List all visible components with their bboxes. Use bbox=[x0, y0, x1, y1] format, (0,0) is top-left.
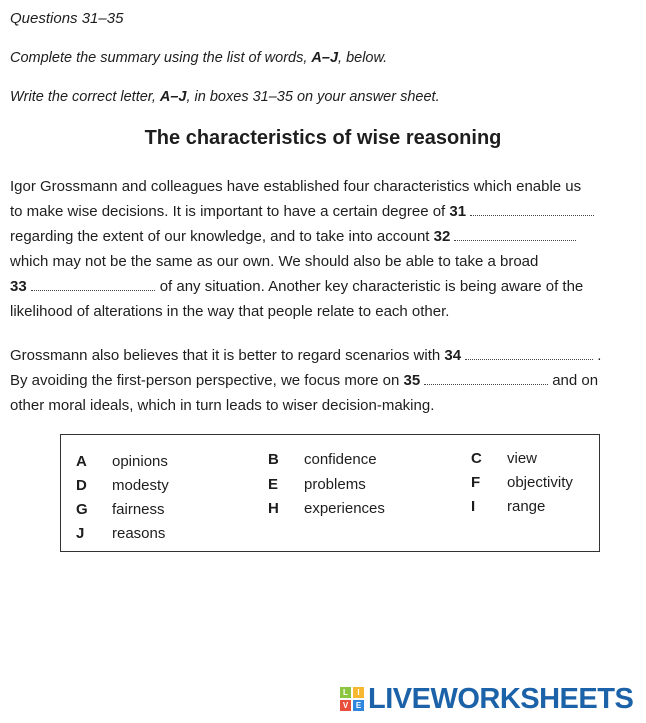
option-word: problems bbox=[304, 476, 366, 493]
p1-line6: likelihood of alterations in the way that people relate to each other. bbox=[10, 303, 450, 320]
option-letter: J bbox=[76, 525, 85, 542]
logo-grid-i: I bbox=[353, 687, 364, 698]
question-34-number: 34 bbox=[444, 347, 462, 364]
option-word: opinions bbox=[112, 453, 168, 470]
answer-blank-32[interactable] bbox=[454, 228, 576, 241]
option-word: fairness bbox=[112, 501, 165, 518]
option-word: view bbox=[507, 450, 538, 467]
p1-line3-text: regarding the extent of our knowledge, and to take into account bbox=[10, 228, 430, 245]
p1-line5 bbox=[10, 274, 640, 299]
p1-line2 bbox=[10, 199, 640, 224]
p2-line2-text: By avoiding the first-person perspective, we focus more on bbox=[10, 372, 400, 389]
instruction1-text: Complete the summary using the list of words, bbox=[10, 50, 312, 66]
p2-line1-period: . bbox=[597, 347, 602, 364]
liveworksheets-logo bbox=[340, 683, 633, 715]
p1-line4: which may not be the same as our own. We should also be able to take a broad bbox=[10, 253, 539, 270]
p2-line2-tail: and on bbox=[552, 372, 599, 389]
option-word: reasons bbox=[112, 525, 166, 542]
option-letter: C bbox=[471, 450, 482, 467]
questions-heading: Questions 31–35 bbox=[10, 10, 124, 27]
instruction-write-letter bbox=[10, 89, 440, 105]
option-letter: H bbox=[268, 500, 279, 517]
option-word: range bbox=[507, 498, 546, 515]
word-option-i bbox=[471, 498, 545, 515]
answer-blank-34[interactable] bbox=[465, 347, 593, 360]
option-word: modesty bbox=[112, 477, 169, 494]
word-list-box bbox=[60, 434, 600, 552]
option-letter: E bbox=[268, 476, 279, 493]
summary-paragraph-1 bbox=[10, 174, 640, 324]
option-letter: A bbox=[76, 453, 87, 470]
instruction1-tail: , below. bbox=[338, 50, 388, 66]
word-option-c bbox=[471, 450, 537, 467]
option-letter: D bbox=[76, 477, 87, 494]
p2-line3: other moral ideals, which in turn leads to wiser decision-making. bbox=[10, 397, 435, 414]
p2-line1 bbox=[10, 343, 640, 368]
answer-blank-33[interactable] bbox=[31, 278, 155, 291]
question-31-number: 31 bbox=[449, 203, 467, 220]
p2-line2 bbox=[10, 368, 640, 393]
option-word: confidence bbox=[304, 451, 377, 468]
question-35-number: 35 bbox=[403, 372, 421, 389]
option-letter: B bbox=[268, 451, 279, 468]
p1-line3 bbox=[10, 224, 640, 249]
word-option-e bbox=[268, 476, 366, 493]
option-word: objectivity bbox=[507, 474, 573, 491]
answer-blank-35[interactable] bbox=[424, 372, 548, 385]
option-letter: G bbox=[76, 501, 88, 518]
logo-grid-l: L bbox=[340, 687, 351, 698]
logo-text: LIVEWORKSHEETS bbox=[368, 682, 634, 715]
word-option-h bbox=[268, 500, 385, 517]
word-option-a bbox=[76, 453, 168, 470]
option-word: experiences bbox=[304, 500, 385, 517]
p1-line5-text: of any situation. Another key characteristic is being aware of the bbox=[159, 278, 584, 295]
logo-grid-v: V bbox=[340, 700, 351, 711]
instruction-complete-summary bbox=[10, 50, 387, 66]
word-option-g bbox=[76, 501, 165, 518]
question-33-number: 33 bbox=[10, 278, 27, 295]
summary-title: The characteristics of wise reasoning bbox=[144, 127, 502, 149]
option-letter: F bbox=[471, 474, 481, 491]
question-32-number: 32 bbox=[433, 228, 451, 245]
logo-grid-e: E bbox=[353, 700, 364, 711]
word-option-f bbox=[471, 474, 573, 491]
logo-grid-icon bbox=[340, 687, 364, 711]
instruction1-range: A–J bbox=[311, 50, 339, 66]
p1-line1: Igor Grossmann and colleagues have established four characteristics which enable us bbox=[10, 178, 582, 195]
word-option-d bbox=[76, 477, 169, 494]
word-option-b bbox=[268, 451, 377, 468]
instruction2-text: Write the correct letter, bbox=[10, 89, 160, 105]
p1-line2-text: to make wise decisions. It is important to have a certain degree of bbox=[10, 203, 446, 220]
answer-blank-31[interactable] bbox=[470, 203, 594, 216]
instruction2-range: A–J bbox=[159, 89, 187, 105]
word-option-j bbox=[76, 525, 165, 542]
instruction2-tail: , in boxes 31–35 on your answer sheet. bbox=[186, 89, 440, 105]
p2-line1-text: Grossmann also believes that it is better to regard scenarios with bbox=[10, 347, 441, 364]
option-letter: I bbox=[471, 498, 476, 515]
summary-paragraph-2 bbox=[10, 343, 640, 418]
